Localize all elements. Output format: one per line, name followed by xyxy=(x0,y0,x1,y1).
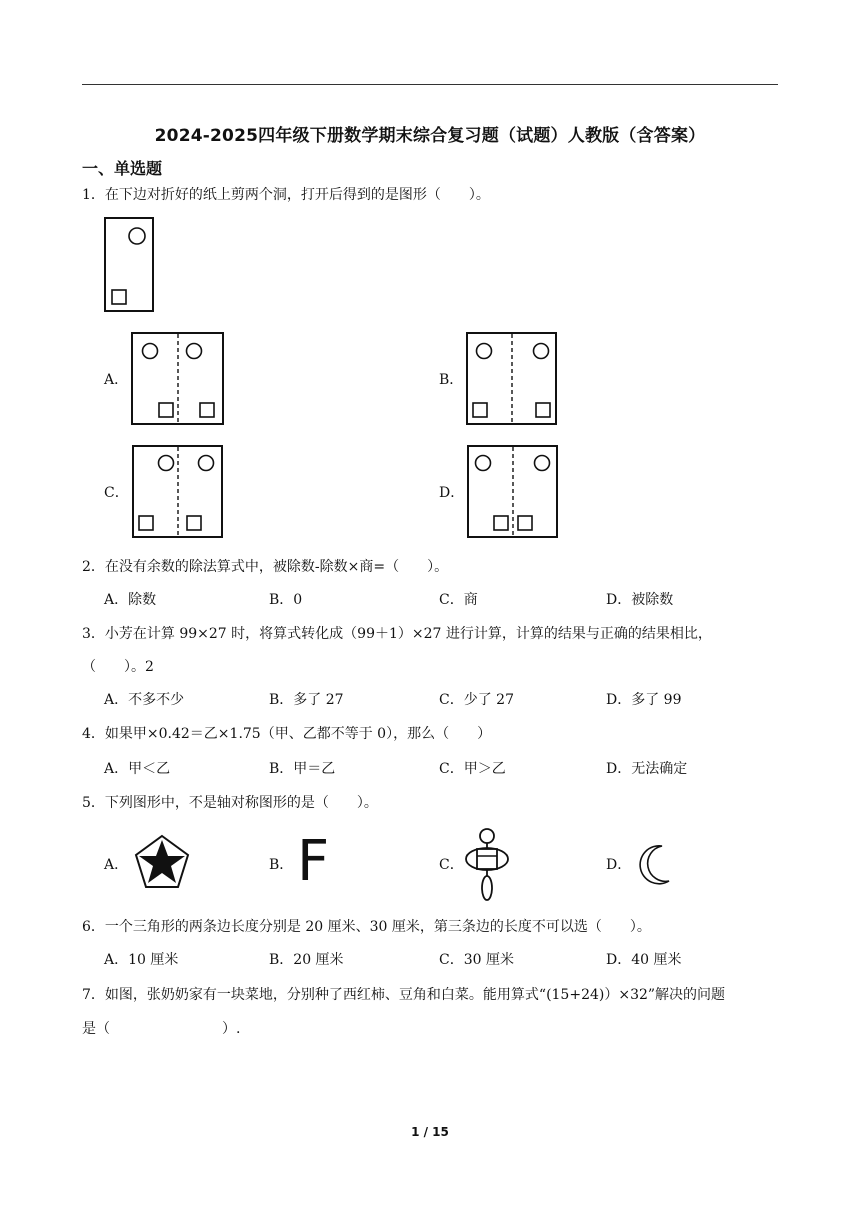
q1-figure-a xyxy=(131,332,225,426)
q2-option-a: A．除数 xyxy=(104,592,157,608)
q5-option-d: D． xyxy=(606,857,632,873)
q3-option-d: D．多了 99 xyxy=(606,692,682,708)
q2-option-b: B．0 xyxy=(269,592,303,608)
q5-option-c: C． xyxy=(439,857,464,873)
question-7-line-1: 7．如图，张奶奶家有一块菜地，分别种了西红柿、豆角和白菜。能用算式“(15+24)）×32”解决的问题 xyxy=(82,987,726,1003)
question-5: 5．下列图形中，不是轴对称图形的是（ ）。 xyxy=(82,795,378,811)
q6-option-c: C．30 厘米 xyxy=(439,952,514,968)
q6-option-d: D．40 厘米 xyxy=(606,952,682,968)
q1-option-b: B． xyxy=(439,372,464,388)
q4-option-b: B．甲＝乙 xyxy=(269,761,336,777)
q3-option-b: B．多了 27 xyxy=(269,692,344,708)
lantern-figure xyxy=(463,826,511,902)
q2-option-c: C．商 xyxy=(439,592,478,608)
q1-figure-b xyxy=(466,332,558,426)
question-3-line-1: 3．小芳在计算 99×27 时，将算式转化成（99＋1）×27 进行计算，计算的结果与正确的结果相比， xyxy=(82,626,712,642)
q6-option-b: B．20 厘米 xyxy=(269,952,344,968)
q6-option-a: A．10 厘米 xyxy=(104,952,179,968)
page-number: 1 / 15 xyxy=(411,1125,449,1139)
question-6: 6．一个三角形的两条边长度分别是 20 厘米、30 厘米，第三条边的长度不可以选（ ）。 xyxy=(82,919,651,935)
document-title: 2024-2025四年级下册数学期末综合复习题（试题）人教版（含答案） xyxy=(154,126,706,146)
q1-option-d: D． xyxy=(439,485,465,501)
section-heading: 一、单选题 xyxy=(82,159,163,178)
question-1: 1．在下边对折好的纸上剪两个洞，打开后得到的是图形（ ）。 xyxy=(82,187,490,203)
q4-option-d: D．无法确定 xyxy=(606,761,688,777)
letter-f-figure: F xyxy=(297,829,330,894)
q1-figure-d xyxy=(467,445,559,539)
folded-paper-figure xyxy=(104,217,154,313)
q1-option-c: C． xyxy=(104,485,129,501)
q5-option-b: B． xyxy=(269,857,294,873)
question-7-line-2: 是（ ）. xyxy=(82,1021,241,1037)
q3-option-c: C．少了 27 xyxy=(439,692,514,708)
pentagon-star-icon xyxy=(133,834,191,890)
q1-figure-c xyxy=(132,445,224,539)
question-2: 2．在没有余数的除法算式中，被除数-除数×商=（ ）。 xyxy=(82,559,449,575)
question-3-line-2: （ ）。2 xyxy=(82,659,154,675)
q2-option-d: D．被除数 xyxy=(606,592,674,608)
crescent-moon-icon xyxy=(636,844,672,886)
q3-option-a: A．不多不少 xyxy=(104,692,185,708)
header-rule xyxy=(82,84,778,85)
question-4: 4．如果甲×0.42＝乙×1.75（甲、乙都不等于 0），那么（ ） xyxy=(82,726,492,742)
q5-option-a: A． xyxy=(104,857,129,873)
q4-option-c: C．甲＞乙 xyxy=(439,761,506,777)
q4-option-a: A．甲＜乙 xyxy=(104,761,171,777)
q1-option-a: A． xyxy=(104,372,129,388)
